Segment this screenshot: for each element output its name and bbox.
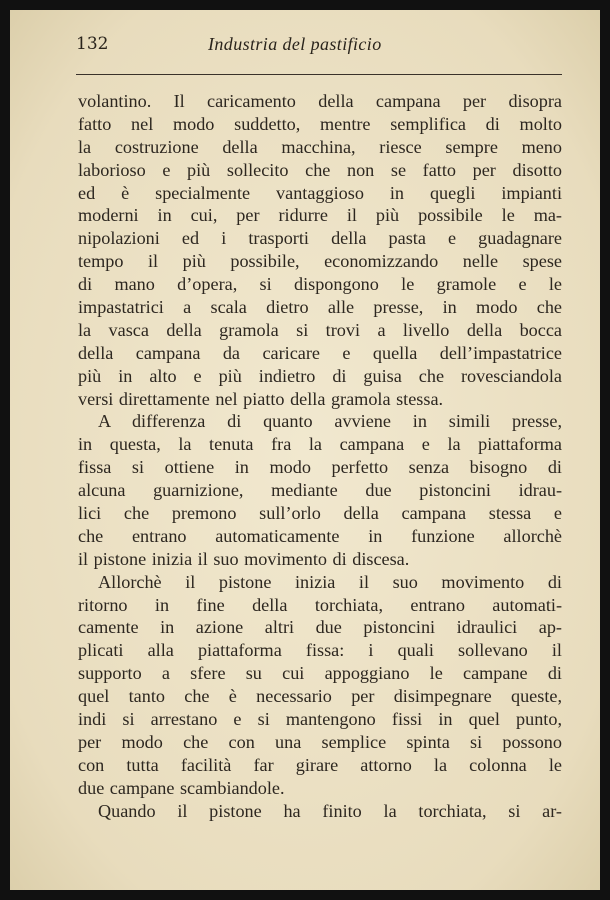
running-title: Industria del pastificio: [208, 34, 382, 54]
text-line: camente in azione altri due pistoncini idraulici ap-: [78, 617, 562, 638]
paragraph-end-line: il pistone inizia il suo movimento di discesa.: [78, 548, 410, 569]
page-number: 132: [76, 34, 109, 54]
text-line: con tutta facilità far girare attorno la colonna le: [78, 754, 562, 775]
body-text: [78, 90, 562, 823]
text-line: nipolazioni ed i trasporti della pasta e guadagnare: [78, 228, 562, 249]
text-line: della campana da caricare e quella dell’impastatrice: [78, 342, 562, 363]
text-line: in questa, la tenuta fra la campana e la piattaforma: [78, 434, 562, 455]
text-line: laborioso e più sollecito che non se fatto per disotto: [78, 159, 562, 180]
text-line: alcuna guarnizione, mediante due pistoncini idrau-: [78, 480, 562, 501]
text-line: la vasca della gramola si trovi a livello della bocca: [78, 319, 562, 340]
paragraph-start-line: Allorchè il pistone inizia il suo movimento di: [98, 571, 562, 592]
paragraph-start-line: Quando il pistone ha finito la torchiata, si ar-: [98, 800, 562, 821]
text-line: più in alto e più indietro di guisa che rovesciandola: [78, 365, 562, 386]
text-line: moderni in cui, per ridurre il più possibile le ma-: [78, 205, 562, 226]
text-line: indi si arrestano e si mantengono fissi in quel punto,: [78, 709, 562, 730]
text-line: fatto nel modo suddetto, mentre semplifica di molto: [78, 113, 562, 134]
paragraph-end-line: versi direttamente nel piatto della gramola stessa.: [78, 388, 444, 409]
text-line: tempo il più possibile, economizzando nelle spese: [78, 251, 562, 272]
running-head: [76, 34, 562, 62]
text-line: ritorno in fine della torchiata, entrano automati-: [78, 594, 562, 615]
text-line: fissa si ottiene in modo perfetto senza bisogno di: [78, 457, 562, 478]
text-line: impastatrici a scala dietro alle presse, in modo che: [78, 297, 562, 318]
paragraph-start-line: A differenza di quanto avviene in simili presse,: [98, 411, 562, 432]
text-line: ed è specialmente vantaggioso in quegli impianti: [78, 182, 562, 203]
header-rule: [76, 74, 562, 75]
text-line: supporto a sfere su cui appoggiano le campane di: [78, 663, 562, 684]
text-line: quel tanto che è necessario per disimpegnare queste,: [78, 686, 562, 707]
book-page: [10, 10, 600, 890]
text-line: lici che premono sull’orlo della campana stessa e: [78, 503, 562, 524]
paragraph-end-line: due campane scambiandole.: [78, 777, 285, 798]
text-line: plicati alla piattaforma fissa: i quali sollevano il: [78, 640, 562, 661]
text-line: che entrano automaticamente in funzione allorchè: [78, 525, 562, 546]
text-line: volantino. Il caricamento della campana per disopra: [78, 91, 562, 111]
text-line: per modo che con una semplice spinta si possono: [78, 731, 562, 752]
text-line: la costruzione della macchina, riesce sempre meno: [78, 136, 562, 157]
text-line: di mano d’opera, si dispongono le gramole e le: [78, 274, 562, 295]
